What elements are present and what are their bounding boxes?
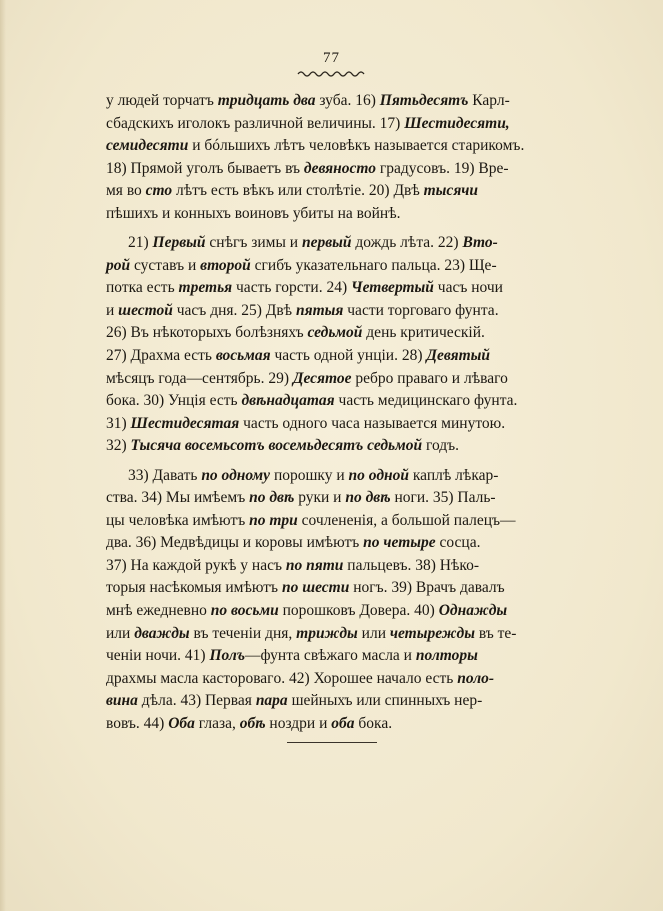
text-segment: мнѣ ежедневно — [106, 602, 211, 620]
text-segment: цы человѣка имѣютъ — [106, 511, 250, 529]
text-segment: бока. — [354, 714, 393, 732]
emphasized-text: по три — [249, 511, 298, 529]
emphasized-text: трижды — [296, 624, 358, 642]
text-line — [106, 277, 662, 300]
text-segment: снѣгъ зимы и — [205, 234, 302, 252]
text-segment: 18) Прямой уголъ бываетъ въ — [106, 159, 304, 177]
text-line — [106, 465, 662, 488]
text-segment: ченіи ночи. 41) — [106, 647, 210, 665]
text-segment: часть медицинскаго фунта. — [334, 392, 518, 410]
emphasized-text: Тысяча восемьсотъ восемьдесятъ седьмой — [130, 437, 423, 455]
text-line — [106, 322, 662, 345]
text-segment: 31) — [106, 414, 131, 432]
text-segment: въ теченіи дня, — [189, 624, 297, 642]
text-segment: сгибъ указательнаго пальца. 23) Ще- — [250, 256, 497, 274]
text-line — [106, 487, 662, 510]
emphasized-text: поло- — [457, 669, 495, 687]
emphasized-text: обѣ — [239, 714, 266, 732]
text-segment: вовъ. 44) — [106, 714, 169, 732]
text-segment: у людей торчатъ — [106, 92, 218, 109]
text-segment: бока. 30) Унція есть — [106, 392, 242, 410]
text-segment: и — [106, 301, 119, 319]
emphasized-text: дважды — [134, 624, 190, 642]
text-line — [106, 180, 662, 203]
text-segment: или — [357, 624, 390, 642]
emphasized-text: третья — [178, 279, 233, 297]
text-line — [106, 555, 662, 578]
emphasized-text: оба — [331, 714, 355, 732]
text-segment: лѣтъ есть вѣкъ или столѣтіе. 20) Двѣ — [172, 182, 424, 200]
text-segment: ноздри и — [265, 714, 332, 732]
text-segment: въ те- — [474, 624, 517, 642]
text-segment: часть одного часа называется минутою. — [239, 414, 506, 432]
text-line — [106, 90, 662, 113]
emphasized-text: сто — [145, 182, 173, 200]
emphasized-text: полторы — [415, 647, 478, 665]
text-line — [106, 623, 662, 646]
text-segment: ребро праваго и лѣваго — [351, 369, 508, 387]
text-line — [106, 158, 662, 181]
text-segment: 27) Драхма есть — [106, 347, 216, 365]
text-segment: порошку и — [270, 466, 349, 484]
emphasized-text: двѣнадцатая — [241, 392, 335, 410]
text-segment: дѣла. 43) Первая — [137, 692, 256, 710]
text-line — [106, 345, 662, 368]
text-segment: порошковъ Довера. 40) — [278, 602, 439, 620]
text-segment: ства. 34) Мы имѣемъ — [106, 489, 250, 507]
emphasized-text: Полъ — [209, 647, 246, 665]
text-line — [106, 368, 662, 391]
emphasized-text: четырежды — [389, 624, 475, 642]
closing-rule — [287, 742, 377, 743]
text-line — [106, 532, 662, 555]
text-segment: часъ ночи — [433, 279, 503, 297]
text-line — [106, 203, 662, 226]
text-segment: драхмы масла касторовагo. 42) Хорошее начало есть — [106, 669, 458, 687]
text-segment: 26) Въ нѣкоторыхъ болѣзняхъ — [106, 324, 308, 342]
text-segment: 21) — [128, 234, 153, 252]
emphasized-text: по шести — [281, 579, 350, 597]
text-segment: ногъ. 39) Врачъ давалъ — [349, 579, 505, 597]
text-segment: каплѣ лѣкар- — [409, 466, 499, 484]
emphasized-text: вина — [106, 692, 138, 710]
emphasized-text: по одной — [348, 466, 409, 484]
emphasized-text: по пяти — [285, 556, 344, 574]
text-line — [106, 135, 662, 158]
text-line — [106, 713, 662, 736]
text-segment: два. 36) Медвѣдицы и коровы имѣютъ — [106, 534, 364, 552]
page-number-ornament — [296, 68, 366, 78]
text-segment: сосца. — [435, 534, 481, 552]
text-segment: 32) — [106, 437, 131, 455]
text-line — [106, 510, 662, 533]
emphasized-text: по двѣ — [345, 489, 391, 507]
text-segment: и бóльшихъ лѣтъ человѣкъ называется старикомъ. — [188, 137, 525, 155]
text-segment: глаза, — [194, 714, 240, 732]
emphasized-text: седьмой — [307, 324, 363, 342]
text-line — [106, 690, 662, 713]
text-line — [106, 232, 662, 255]
emphasized-text: Вто- — [462, 234, 498, 252]
text-segment: потка есть — [106, 279, 179, 297]
emphasized-text: Десятое — [292, 369, 352, 387]
text-segment: пальцевъ. 38) Нѣко- — [343, 556, 480, 574]
text-segment: шейныхъ или спинныхъ нер- — [287, 692, 483, 710]
text-segment: —фунта свѣжаго масла и — [245, 647, 416, 665]
text-segment: 33) Давать — [128, 466, 202, 484]
emphasized-text: Четвертый — [351, 279, 434, 297]
text-line — [106, 577, 662, 600]
emphasized-text: пятыя — [295, 301, 344, 319]
emphasized-text: Оба — [168, 714, 195, 732]
text-segment: руки и — [294, 489, 346, 507]
text-segment: Карл- — [468, 92, 510, 109]
emphasized-text: семидесяти — [106, 137, 189, 155]
text-segment: сочлененія, а большой палецъ— — [297, 511, 516, 529]
emphasized-text: по восьми — [210, 602, 279, 620]
text-segment: пѣшихъ и конныхъ воиновъ убиты на войнѣ. — [106, 204, 401, 222]
emphasized-text: Пятьдесятъ — [379, 92, 469, 109]
emphasized-text: по одному — [201, 466, 271, 484]
text-segment: день критическій. — [362, 324, 485, 342]
page-edge-shadow — [0, 0, 6, 911]
text-segment: части торговаго фунта. — [343, 301, 499, 319]
emphasized-text: восьмая — [215, 347, 271, 365]
text-segment: мя во — [106, 182, 146, 200]
text-line — [106, 255, 662, 278]
text-segment: 37) На каждой рукѣ у насъ — [106, 556, 286, 574]
text-segment: годъ. — [422, 437, 460, 455]
text-segment: сбадскихъ иголокъ различной величины. 17) — [106, 114, 405, 132]
text-segment: градусовъ. 19) Вре- — [376, 159, 509, 177]
emphasized-text: Шестидесятая — [130, 414, 240, 432]
text-segment: ноги. 35) Паль- — [390, 489, 496, 507]
text-segment: зуба. 16) — [315, 92, 380, 109]
text-line — [106, 113, 662, 136]
text-segment: часть горсти. 24) — [232, 279, 351, 297]
page-number: 77 — [323, 50, 340, 66]
emphasized-text: тысячи — [423, 182, 479, 200]
text-line — [106, 435, 662, 458]
emphasized-text: Девятый — [426, 347, 490, 365]
text-line — [106, 600, 662, 623]
emphasized-text: тридцать два — [217, 92, 316, 109]
emphasized-text: второй — [200, 256, 251, 274]
emphasized-text: Шестидесяти, — [404, 114, 510, 132]
emphasized-text: рой — [106, 256, 131, 274]
emphasized-text: по двѣ — [249, 489, 295, 507]
text-segment: часъ дня. 25) Двѣ — [172, 301, 296, 319]
text-segment: дождь лѣта. 22) — [351, 234, 463, 252]
text-line — [106, 390, 662, 413]
text-line — [106, 645, 662, 668]
text-line — [106, 300, 662, 323]
paragraph-gap — [106, 225, 662, 232]
emphasized-text: девяносто — [303, 159, 377, 177]
text-segment: торыя насѣкомыя имѣютъ — [106, 579, 282, 597]
emphasized-text: пара — [255, 692, 288, 710]
emphasized-text: Однажды — [438, 602, 508, 620]
emphasized-text: по четыре — [363, 534, 436, 552]
body-text — [106, 90, 662, 735]
text-line — [106, 413, 662, 436]
emphasized-text: шестой — [118, 301, 173, 319]
text-line — [106, 668, 662, 691]
text-segment: часть одной унціи. 28) — [270, 347, 427, 365]
text-segment: мѣсяцъ года—сентябрь. 29) — [106, 369, 293, 387]
emphasized-text: первый — [301, 234, 352, 252]
paragraph-gap — [106, 458, 662, 465]
text-segment: суставъ и — [130, 256, 201, 274]
emphasized-text: Первый — [152, 234, 206, 252]
text-segment: или — [106, 624, 135, 642]
